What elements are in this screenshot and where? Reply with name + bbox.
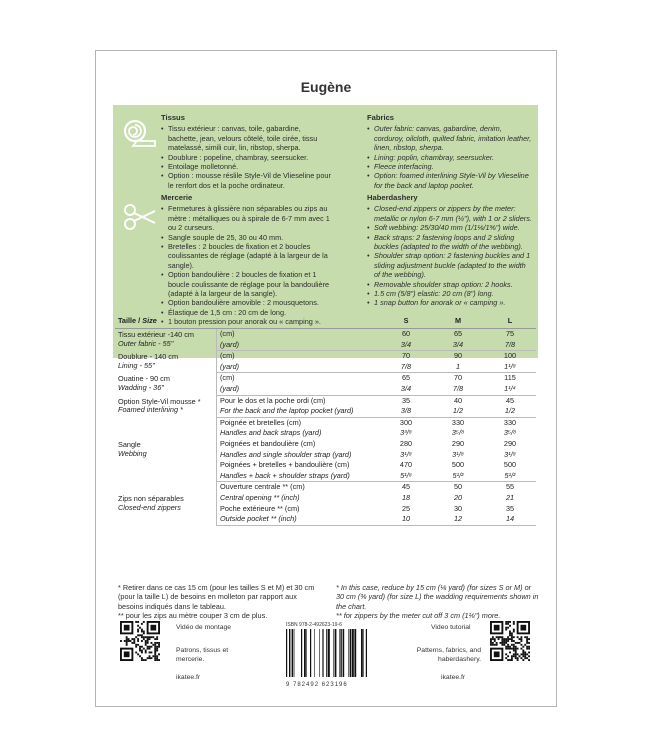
- group-label: Sangle: [118, 439, 141, 449]
- fabrics-fr: [161, 113, 331, 190]
- notes-fr: [118, 583, 323, 621]
- note-wadding-en: * In this case, reduce by 15 cm (⅛ yard) (for sizes S or M) or 30 cm (⅜ yard) (for size L) the wadding requirements shown in the chart.: [336, 583, 539, 611]
- list-item: • Lining: poplin, chambray, seersucker.: [367, 153, 532, 162]
- video-label-en: Video tutorial: [431, 624, 471, 631]
- cell-m: 12: [432, 514, 484, 525]
- cell-m: 1: [432, 362, 484, 373]
- list-item: • 1 snap button for anorak or « camping ».: [367, 298, 532, 307]
- fabrics-heading: Fabrics: [367, 113, 395, 122]
- list-item: • Shoulder strap option: 2 fastening buckles and 1 sliding adjustment buckle (adapted to the width of the webbing).: [367, 251, 532, 279]
- list-item: • Sangle souple de 25, 30 ou 40 mm.: [161, 233, 331, 242]
- cell-unit: Handles and single shoulder strap (yard): [217, 450, 381, 461]
- fabric-roll-icon: [123, 119, 157, 149]
- qr-code-video-fr[interactable]: [120, 621, 160, 661]
- cell-s: 65: [401, 373, 411, 383]
- list-item: • Élastique de 1,5 cm : 20 cm de long.: [161, 308, 331, 317]
- cell-l: 35: [505, 503, 515, 513]
- cell-s: 10: [380, 514, 432, 525]
- group-label: Zips non séparables: [118, 493, 184, 503]
- cell-s: 60: [401, 329, 411, 338]
- list-item: • Fleece interfacing.: [367, 162, 532, 171]
- cell-s: 25: [401, 503, 411, 513]
- cell-l: 75: [505, 329, 515, 338]
- cell-unit: Poignées + bretelles + bandoulière (cm): [217, 460, 381, 471]
- qr-code-video-en[interactable]: [490, 621, 530, 661]
- size-label-en: Size: [142, 315, 157, 325]
- cell-unit: Outside pocket ** (inch): [217, 514, 381, 525]
- cell-s: 45: [401, 482, 411, 492]
- cell-l: 5¹/²: [484, 471, 536, 482]
- cell-s: 280: [399, 438, 413, 448]
- site-fr[interactable]: ikatee.fr: [176, 674, 201, 681]
- cell-unit: Handles and back straps (yard): [217, 428, 381, 439]
- cell-unit: (cm): [217, 373, 381, 384]
- notes-en: [336, 583, 541, 621]
- cell-s: 470: [399, 460, 413, 470]
- group-label-en: Closed-end zippers: [118, 502, 181, 512]
- cell-l: 500: [503, 460, 517, 470]
- cell-m: 30: [453, 503, 463, 513]
- cell-l: 21: [505, 492, 515, 502]
- table-row: [115, 373, 536, 384]
- cell-m: 3⁵/⁸: [451, 428, 465, 438]
- tissus-heading: Tissus: [161, 113, 185, 122]
- list-item: • Entoilage molletonné.: [161, 162, 331, 171]
- cell-unit: Ouverture centrale ** (cm): [217, 482, 381, 493]
- cell-s: 18: [401, 492, 411, 502]
- note-zippers-en: ** for zippers by the meter cut off 3 cm (1⅛") more.: [336, 611, 501, 621]
- cell-s: 3/4: [380, 340, 432, 351]
- group-label: Ouatine - 90 cm: [118, 374, 170, 384]
- group-label: Doublure - 140 cm: [118, 352, 179, 362]
- cell-s: 70: [401, 351, 411, 361]
- note-wadding-fr: * Retirer dans ce cas 15 cm (pour les tailles S et M) et 30 cm (pour la taille L) de besoins en molleton par rapport aux besoins indiqués dans le tableau.: [118, 583, 315, 611]
- cell-m: 70: [453, 373, 463, 383]
- list-item: • Removable shoulder strap option: 2 hooks.: [367, 280, 532, 289]
- cell-l: 100: [503, 351, 517, 361]
- cell-unit: (yard): [217, 384, 381, 395]
- table-row: [115, 351, 536, 362]
- cell-m: 290: [451, 438, 465, 448]
- cell-unit: Poignée et bretelles (cm): [217, 417, 381, 428]
- shop-label-fr: Patrons, tissus et mercerie.: [176, 647, 229, 663]
- barcode: [284, 619, 368, 689]
- pattern-title: Eugène: [300, 79, 352, 95]
- cell-l: 115: [504, 373, 516, 383]
- group-label: Tissu extérieur -140 cm: [118, 330, 194, 340]
- cell-unit: Poche extérieure ** (cm): [217, 504, 381, 515]
- cell-s: 5¹/⁸: [380, 471, 432, 482]
- list-item: • Tissu extérieur : canvas, toile, gabardine, bachette, jean, velours côtelé, toile cirée, tissu matelassé, simili cuir, lin, ribstop, sherpa.: [161, 124, 331, 152]
- cell-unit: Handles + back + shoulder straps (yard): [217, 471, 381, 482]
- site-en[interactable]: ikatee.fr: [441, 674, 466, 681]
- list-item: • 1 bouton pression pour anorak ou « camping ».: [161, 317, 331, 326]
- cell-l: 1¹/⁸: [484, 362, 536, 373]
- cell-m: 20: [453, 492, 463, 502]
- group-label-en: Lining - 55": [118, 360, 155, 370]
- cell-s: 300: [399, 417, 413, 427]
- table-header-row: [115, 314, 536, 329]
- cell-m: 3/4: [432, 340, 484, 351]
- cell-m: 5¹/²: [432, 471, 484, 482]
- mercerie-heading: Mercerie: [161, 193, 193, 202]
- cell-unit: Pour le dos et la poche ordi (cm): [217, 395, 381, 406]
- cell-unit: (cm): [217, 351, 381, 362]
- cell-l: 3¹/⁸: [504, 449, 516, 459]
- cell-l: 1¹/⁴: [484, 384, 536, 395]
- cell-s: 3¹/⁸: [400, 449, 412, 459]
- table-row: [115, 482, 536, 493]
- group-label-en: Foamed interlining *: [118, 405, 183, 415]
- cell-l: 3⁵/⁸: [503, 428, 517, 438]
- cell-m: 1/2: [432, 406, 484, 417]
- cell-unit: Poignées et bandoulière (cm): [217, 439, 381, 450]
- list-item: • Option: foamed interlining Style-Vil by Vlieseline for the back and laptop pocket.: [367, 171, 532, 190]
- list-item: • Soft webbing: 25/30/40 mm (1/1⅛/1⅝") wide.: [367, 223, 532, 232]
- cell-l: 55: [505, 482, 515, 492]
- cell-m: 3¹/⁸: [452, 449, 464, 459]
- cell-s: 3/4: [380, 384, 432, 395]
- notions-fr: [161, 193, 331, 327]
- col-s: S: [380, 314, 432, 329]
- cell-unit: (yard): [217, 340, 381, 351]
- shop-label-en: Patterns, fabrics, and haberdashery.: [416, 647, 481, 663]
- cell-s: 35: [401, 395, 411, 405]
- cell-l: 7/8: [484, 340, 536, 351]
- cell-m: 65: [453, 329, 463, 338]
- video-label-fr: Vidéo de montage: [176, 624, 232, 631]
- cell-s: 3/8: [380, 406, 432, 417]
- cell-l: 45: [505, 395, 515, 405]
- fabrics-en: [367, 113, 532, 190]
- table-row: [115, 417, 536, 428]
- table-row: [115, 395, 536, 406]
- cell-unit: (yard): [217, 362, 381, 373]
- cell-unit: Central opening ** (inch): [217, 493, 381, 504]
- notions-en: [367, 193, 532, 308]
- group-label-en: Wadding - 36": [118, 382, 164, 392]
- col-l: L: [484, 314, 536, 329]
- size-label: Taille /: [118, 315, 143, 325]
- scissors-icon: [123, 203, 157, 231]
- barcode-digits: 9 782492 623196: [286, 682, 348, 688]
- cell-l: 290: [503, 438, 517, 448]
- list-item: • Option bandoulière : 2 boucles de fixation et 1 boucle coulissante de réglage pour la bandoulière (adapté à la largeur de la sangle).: [161, 270, 331, 298]
- list-item: • Option bandoulière amovible : 2 mousquetons.: [161, 298, 331, 307]
- note-zippers-fr: ** pour les zips au mètre couper 3 cm de plus.: [118, 611, 268, 621]
- cell-l: 14: [484, 514, 536, 525]
- cell-m: 40: [453, 395, 463, 405]
- cell-m: 50: [453, 482, 463, 492]
- cell-m: 7/8: [432, 384, 484, 395]
- list-item: • Doublure : popeline, chambray, seersucker.: [161, 153, 331, 162]
- cell-m: 90: [453, 351, 463, 361]
- group-label-en: Outer fabric - 55": [118, 338, 174, 348]
- cell-m: 330: [451, 417, 465, 427]
- list-item: • Fermetures à glissière non séparables ou zips au mètre : métalliques ou à spirale de 6-7 mm avec 1 ou 2 curseurs.: [161, 204, 331, 232]
- cell-s: 7/8: [380, 362, 432, 373]
- list-item: • Bretelles : 2 boucles de fixation et 2 boucles coulissantes de réglage (adapté à la largeur de la sangle).: [161, 242, 331, 270]
- col-m: M: [432, 314, 484, 329]
- size-requirements-table: [115, 314, 536, 526]
- list-item: • Closed-end zippers or zippers by the meter: metallic or nylon 6-7 mm (¼"), with 1 or 2 sliders.: [367, 204, 532, 223]
- cell-unit: For the back and the laptop pocket (yard): [217, 406, 381, 417]
- cell-unit: (cm): [217, 329, 381, 340]
- cell-l: 1/2: [484, 406, 536, 417]
- list-item: • 1.5 cm (5/8") elastic: 20 cm (8") long.: [367, 289, 532, 298]
- isbn: ISBN 978-2-492623-19-6: [286, 622, 342, 628]
- cell-l: 330: [503, 417, 517, 427]
- table-row: [115, 329, 536, 340]
- cell-m: 500: [451, 460, 465, 470]
- haberdashery-heading: Haberdashery: [367, 193, 418, 202]
- list-item: • Back straps: 2 fastening loops and 2 sliding buckles (adapted to the width of the webbing).: [367, 233, 532, 252]
- group-label: Option Style-Vil mousse *: [118, 396, 201, 406]
- list-item: • Option : mousse réslile Style-Vil de Vlieseline pour le renfort dos et la poche ordinateur.: [161, 171, 331, 190]
- group-label-en: Webbing: [118, 448, 147, 458]
- pattern-back-card: [95, 50, 557, 707]
- list-item: • Outer fabric: canvas, gabardine, denim, corduroy, oilcloth, quilted fabric, imitation leather, linen, ribstop, sherpa.: [367, 124, 532, 152]
- cell-s: 3³/⁸: [400, 428, 412, 438]
